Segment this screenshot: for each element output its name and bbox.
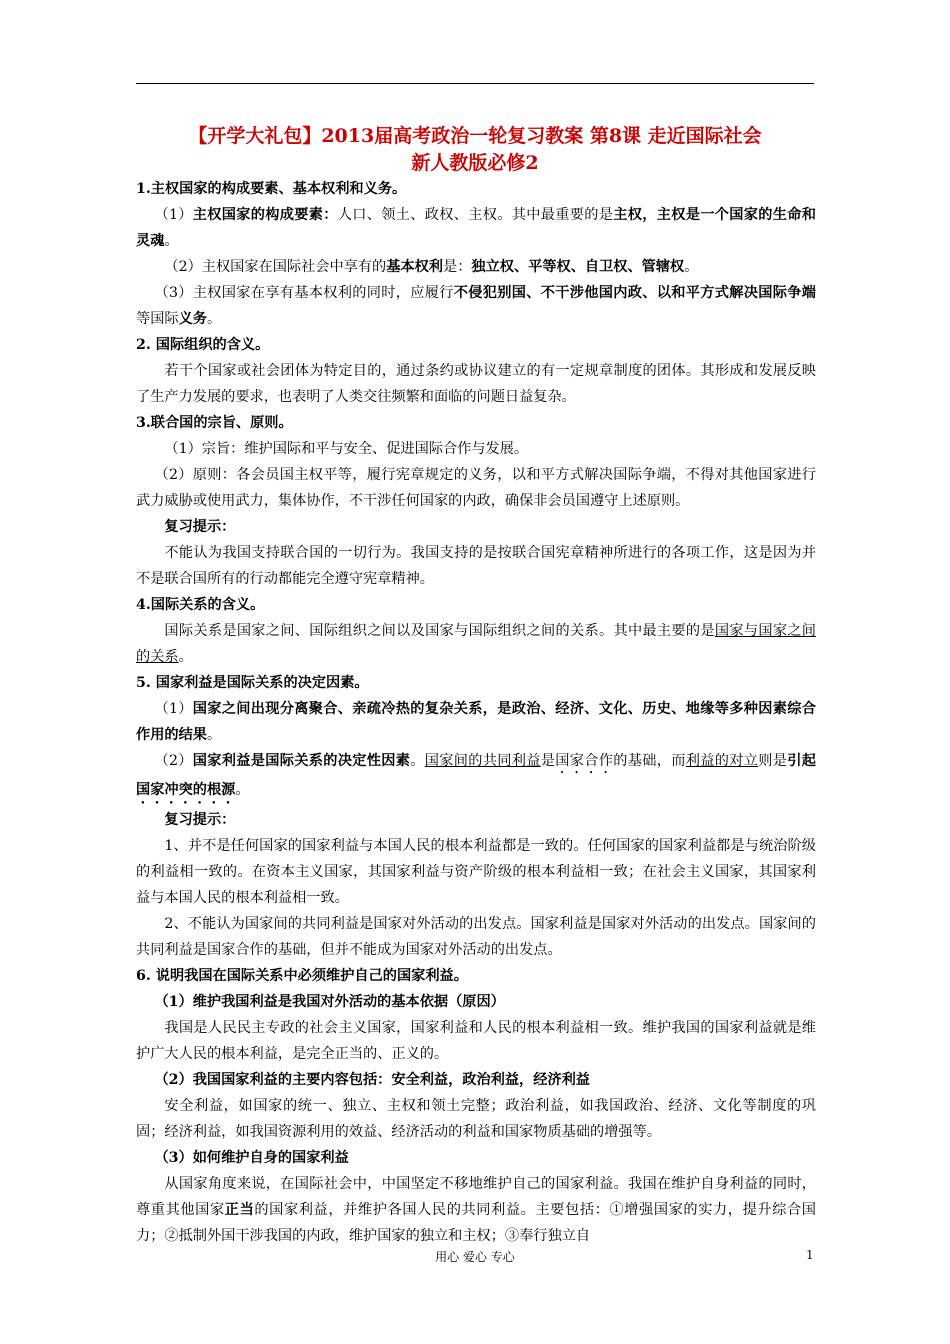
- section-6-paragraph-3: 从国家角度来说，在国际社会中，中国坚定不移地维护自己的国家利益。我国在维护自身利益的同时，尊重其他国家正当的国家利益，并维护各国人民的共同利益。主要包括：①增强国家的实力，提升综合国力；②抵制外国干涉我国的内政，维护国家的独立和主权；③奉行独立自: [136, 1176, 816, 1244]
- section-5-tip-2: 2、不能认为国家间的共同利益是国家对外活动的出发点。国家利益是国家对外活动的出发点。国家间的共同利益是国家合作的基础，但并不能成为国家对外活动的出发点。: [136, 916, 816, 958]
- section-1-heading: 1.主权国家的构成要素、基本权利和义务。: [136, 181, 407, 197]
- section-3-principles: （2）原则：各会员国主权平等，履行宪章规定的义务，以和平方式解决国际争端，不得对其他国家进行武力威胁或使用武力，集体协作，不干涉任何国家的内政，确保非会员国遵守上述原则。: [136, 467, 816, 509]
- section-3-tip-heading: 复习提示：: [164, 519, 236, 535]
- section-4-paragraph: 国际关系是国家之间、国际组织之间以及国家与国际组织之间的关系。其中最主要的是国家与国家之间的关系。: [136, 623, 816, 665]
- section-5-heading: 5. 国家利益是国际关系的决定因素。: [136, 675, 369, 691]
- section-6-subheading-1: （1）维护我国利益是我国对外活动的基本依据（原因）: [154, 994, 505, 1010]
- page-number: 1: [806, 1248, 814, 1262]
- section-6-paragraph-1: 我国是人民民主专政的社会主义国家，国家利益和人民的根本利益相一致。维护我国的国家利益就是维护广大人民的根本利益，是完全正当的、正义的。: [136, 1020, 816, 1062]
- section-6-subheading-3: （3）如何维护自身的国家利益: [154, 1150, 349, 1166]
- section-3-heading: 3.联合国的宗旨、原则。: [136, 415, 293, 431]
- document-body: [136, 176, 816, 1249]
- section-1-point-2: （2）主权国家在国际社会中享有的基本权利是：独立权、平等权、自卫权、管辖权。: [164, 259, 699, 275]
- header-rule: [136, 83, 814, 84]
- section-5-point-2: （2）国家利益是国际关系的决定性因素。国家间的共同利益是国家合作的基础，而利益的对立则是引起国家冲突的根源。: [136, 753, 816, 798]
- page-footer: 用心 爱心 专心: [435, 1250, 515, 1264]
- section-2-paragraph: 若干个国家或社会团体为特定目的，通过条约或协议建立的有一定规章制度的团体。其形成和发展反映了生产力发展的要求，也表明了人类交往频繁和面临的问题日益复杂。: [136, 363, 816, 405]
- section-4-heading: 4.国际关系的含义。: [136, 597, 265, 613]
- section-6-subheading-2: （2）我国国家利益的主要内容包括：安全利益，政治利益，经济利益: [154, 1072, 590, 1088]
- section-6-paragraph-2: 安全利益，如国家的统一、独立、主权和领土完整；政治利益，如我国政治、经济、文化等制度的巩固；经济利益，如我国资源利用的效益、经济活动的利益和国家物质基础的增强等。: [136, 1098, 816, 1140]
- section-5-tip-heading: 复习提示：: [164, 812, 236, 828]
- section-1-point-1: （1）主权国家的构成要素：人口、领土、政权、主权。其中最重要的是主权，主权是一个国家的生命和灵魂。: [136, 207, 816, 249]
- section-5-point-1: （1）国家之间出现分离聚合、亲疏冷热的复杂关系，是政治、经济、文化、历史、地缘等多种因素综合作用的结果。: [136, 701, 816, 743]
- section-3-purpose: （1）宗旨：维护国际和平与安全、促进国际合作与发展。: [164, 441, 529, 457]
- section-1-point-3: （3）主权国家在享有基本权利的同时，应履行不侵犯别国、不干涉他国内政、以和平方式解决国际争端等国际义务。: [136, 285, 816, 327]
- section-3-tip: 不能认为我国支持联合国的一切行为。我国支持的是按联合国宪章精神所进行的各项工作，这是因为并不是联合国所有的行动都能完全遵守宪章精神。: [136, 545, 816, 587]
- section-2-heading: 2. 国际组织的含义。: [136, 337, 270, 353]
- document-title-line-1: 【开学大礼包】2013届高考政治一轮复习教案 第8课 走近国际社会: [188, 125, 762, 147]
- document-title-line-2: 新人教版必修2: [411, 152, 539, 174]
- section-5-tip-1: 1、并不是任何国家的国家利益与本国人民的根本利益都是一致的。任何国家的国家利益都是与统治阶级的利益相一致的。在资本主义国家，其国家利益与资产阶级的根本利益相一致；在社会主义国家，其国家利益与本国人民的根本利益相一致。: [136, 838, 816, 906]
- section-6-heading: 6. 说明我国在国际关系中必须维护自己的国家利益。: [136, 968, 468, 984]
